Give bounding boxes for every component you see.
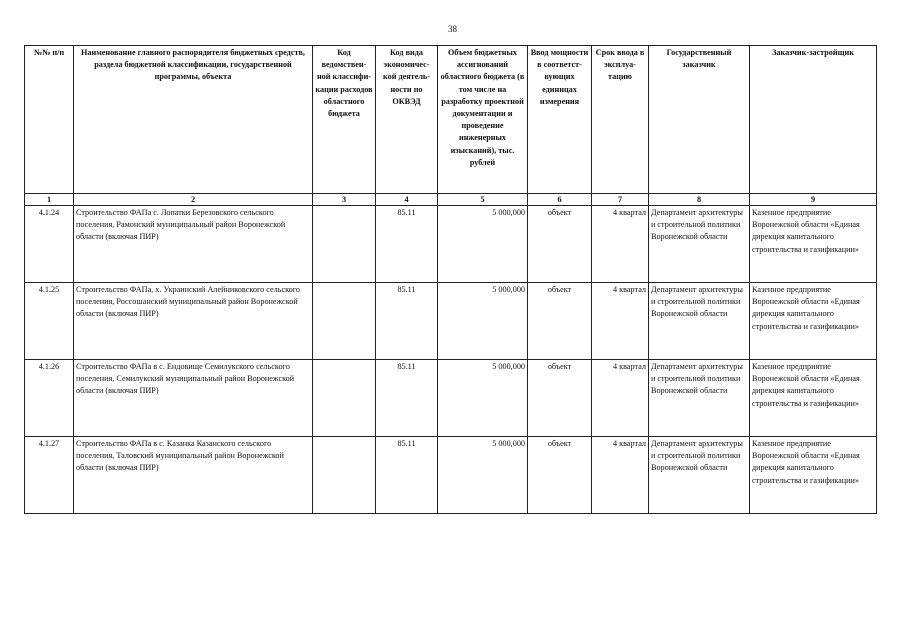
column-number: 1 bbox=[25, 194, 74, 206]
commission-term: 4 квартал bbox=[592, 206, 649, 283]
column-number: 3 bbox=[313, 194, 376, 206]
amount: 5 000,000 bbox=[438, 283, 528, 360]
customer-developer: Казенное предприятие Воронежской области «Единая дирекция капитального строительства и газификации» bbox=[750, 206, 877, 283]
commission-term: 4 квартал bbox=[592, 283, 649, 360]
header-cell-amount: Объем бюджетных ассигнований областного бюджета (в том числе на разработку проектной документации и проведение инженерных изысканий), тыс. рублей bbox=[438, 46, 528, 194]
dept-code bbox=[313, 283, 376, 360]
commission-term: 4 квартал bbox=[592, 360, 649, 437]
column-number: 5 bbox=[438, 194, 528, 206]
page-number: 38 bbox=[448, 24, 457, 34]
state-customer: Департамент архитектуры и строительной политики Воронежской области bbox=[649, 283, 750, 360]
column-number: 6 bbox=[528, 194, 592, 206]
dept-code bbox=[313, 206, 376, 283]
okved-code: 85.11 bbox=[376, 360, 438, 437]
okved-code: 85.11 bbox=[376, 437, 438, 514]
amount: 5 000,000 bbox=[438, 206, 528, 283]
object-name: Строительство ФАПа в с. Ендовище Семилукского сельского поселения, Семилукский муниципальный район Воронежской области (включая ПИР) bbox=[74, 360, 313, 437]
capacity: объект bbox=[528, 283, 592, 360]
customer-developer: Казенное предприятие Воронежской области «Единая дирекция капитального строительства и газификации» bbox=[750, 437, 877, 514]
customer-developer: Казенное предприятие Воронежской области «Единая дирекция капитального строительства и газификации» bbox=[750, 283, 877, 360]
header-cell-num: №№ п/п bbox=[25, 46, 74, 194]
amount: 5 000,000 bbox=[438, 360, 528, 437]
column-number: 2 bbox=[74, 194, 313, 206]
customer-developer: Казенное предприятие Воронежской области «Единая дирекция капитального строительства и газификации» bbox=[750, 360, 877, 437]
state-customer: Департамент архитектуры и строительной политики Воронежской области bbox=[649, 206, 750, 283]
header-cell-customer: Государственный заказчик bbox=[649, 46, 750, 194]
header-cell-term: Срок ввода в эксплуа-тацию bbox=[592, 46, 649, 194]
row-number: 4.1.26 bbox=[25, 360, 74, 437]
capacity: объект bbox=[528, 437, 592, 514]
state-customer: Департамент архитектуры и строительной политики Воронежской области bbox=[649, 360, 750, 437]
table-row bbox=[25, 360, 877, 437]
object-name: Строительство ФАПа с. Лопатки Березовского сельского поселения, Рамонский муниципальный район Воронежской области (включая ПИР) bbox=[74, 206, 313, 283]
dept-code bbox=[313, 360, 376, 437]
amount: 5 000,000 bbox=[438, 437, 528, 514]
state-customer: Департамент архитектуры и строительной политики Воронежской области bbox=[649, 437, 750, 514]
budget-objects-table bbox=[24, 45, 877, 514]
capacity: объект bbox=[528, 360, 592, 437]
row-number: 4.1.25 bbox=[25, 283, 74, 360]
column-number: 8 bbox=[649, 194, 750, 206]
column-numbers-row bbox=[25, 194, 877, 206]
column-number: 4 bbox=[376, 194, 438, 206]
header-cell-okved: Код вида экономичес-кой деятель-ности по ОКВЭД bbox=[376, 46, 438, 194]
object-name: Строительство ФАПа, х. Украинский Алейниковского сельского поселения, Россошанский муниципальный район Воронежской области (включая ПИР) bbox=[74, 283, 313, 360]
column-number: 7 bbox=[592, 194, 649, 206]
table-row bbox=[25, 206, 877, 283]
header-cell-capacity: Ввод мощности в соответст-вующих единицах измерения bbox=[528, 46, 592, 194]
okved-code: 85.11 bbox=[376, 206, 438, 283]
commission-term: 4 квартал bbox=[592, 437, 649, 514]
dept-code bbox=[313, 437, 376, 514]
table-row bbox=[25, 283, 877, 360]
row-number: 4.1.27 bbox=[25, 437, 74, 514]
capacity: объект bbox=[528, 206, 592, 283]
okved-code: 85.11 bbox=[376, 283, 438, 360]
row-number: 4.1.24 bbox=[25, 206, 74, 283]
column-number: 9 bbox=[750, 194, 877, 206]
header-cell-developer: Заказчик-застройщик bbox=[750, 46, 877, 194]
header-row bbox=[25, 46, 877, 194]
header-cell-dept-code: Код ведомствен-ной классифи-кации расходов областного бюджета bbox=[313, 46, 376, 194]
object-name: Строительство ФАПа в с. Казанка Казанского сельского поселения, Таловский муниципальный район Воронежской области (включая ПИР) bbox=[74, 437, 313, 514]
header-cell-name: Наименование главного распорядителя бюджетных средств, раздела бюджетной классификации, государственной программы, объекта bbox=[74, 46, 313, 194]
table-row bbox=[25, 437, 877, 514]
